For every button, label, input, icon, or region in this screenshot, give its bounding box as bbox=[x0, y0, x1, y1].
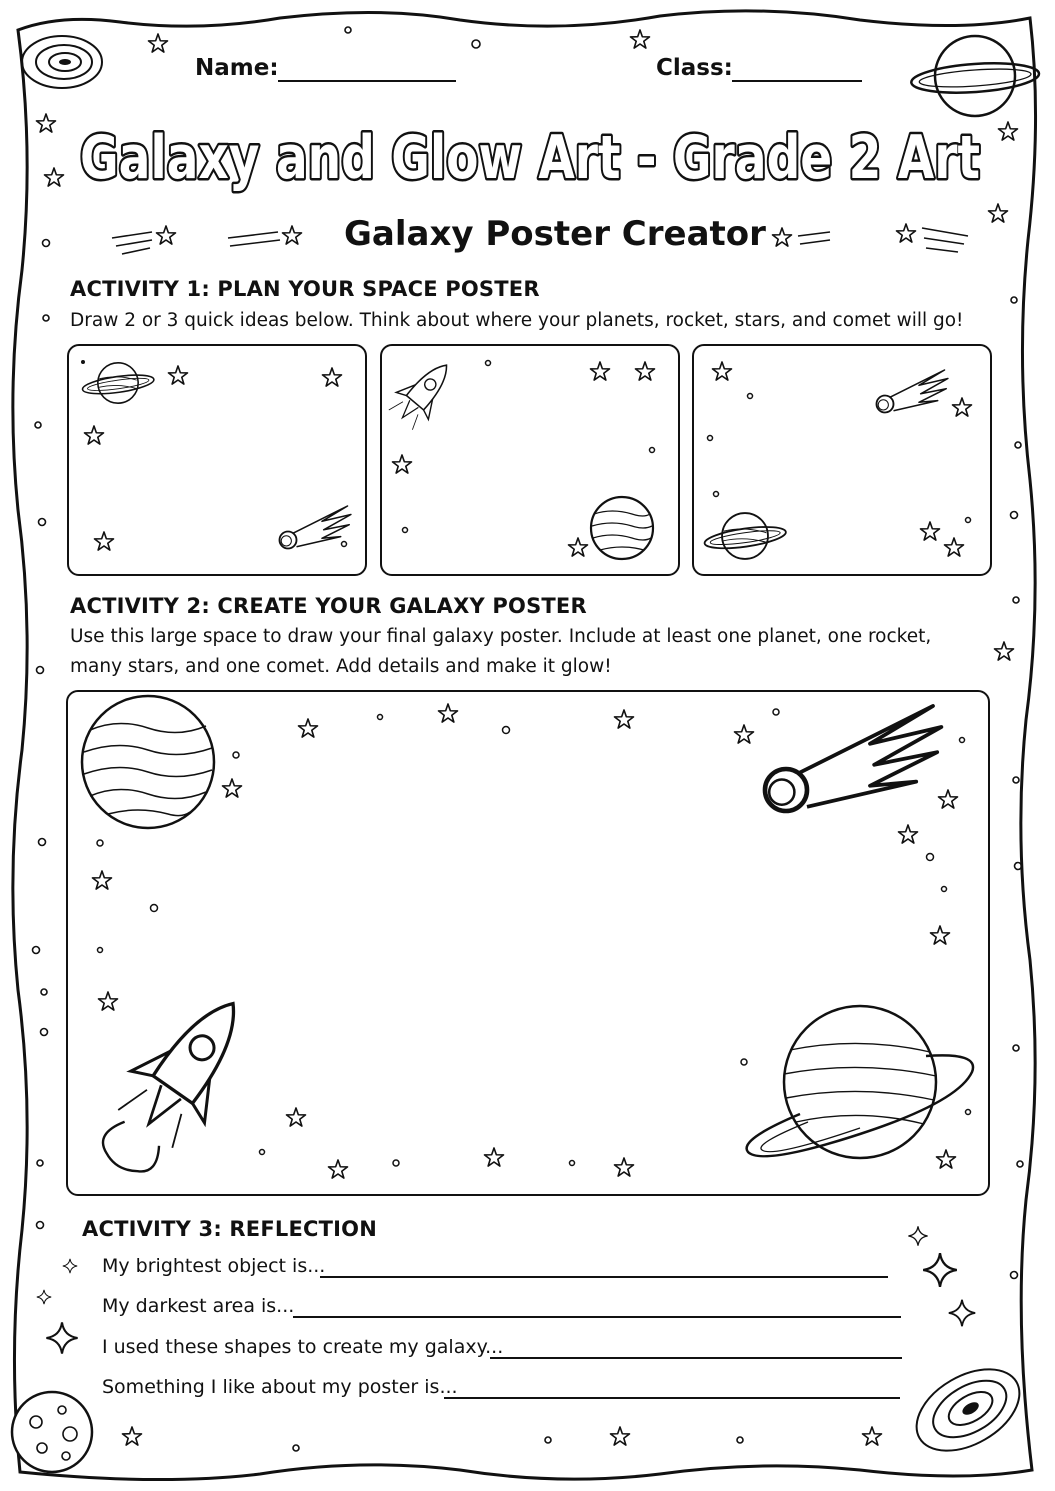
reflection-prompt-4: Something I like about my poster is... bbox=[102, 1376, 458, 1398]
reflection-answer-3[interactable] bbox=[490, 1357, 902, 1359]
ringed-planet-icon bbox=[910, 36, 1040, 116]
sketch-box-2[interactable] bbox=[380, 344, 680, 576]
activity1-heading: ACTIVITY 1: PLAN YOUR SPACE POSTER bbox=[70, 277, 540, 301]
activity1-instructions: Draw 2 or 3 quick ideas below. Think about where your planets, rocket, stars, and comet will go! bbox=[70, 310, 964, 331]
reflection-answer-4[interactable] bbox=[444, 1397, 900, 1399]
class-label: Class: bbox=[656, 55, 733, 81]
activity2-instructions-line1: Use this large space to draw your final galaxy poster. Include at least one planet, one rocket, bbox=[70, 626, 932, 647]
sketch-box-1[interactable] bbox=[67, 344, 367, 576]
spiral-galaxy-icon-bottom bbox=[903, 1353, 1034, 1468]
name-field[interactable] bbox=[278, 80, 456, 82]
svg-text:Galaxy and Glow Art - Grade 2: Galaxy and Glow Art - Grade 2 Art bbox=[80, 123, 980, 193]
name-label: Name: bbox=[195, 55, 279, 81]
activity3-heading: ACTIVITY 3: REFLECTION bbox=[82, 1217, 377, 1241]
reflection-answer-1[interactable] bbox=[320, 1276, 888, 1278]
sketch-box-3[interactable] bbox=[692, 344, 992, 576]
moon-icon bbox=[12, 1392, 92, 1472]
page-subtitle: Galaxy Poster Creator bbox=[344, 214, 766, 254]
galaxy-poster-drawing-area[interactable] bbox=[66, 690, 990, 1196]
reflection-prompt-1: My brightest object is... bbox=[102, 1255, 326, 1277]
activity2-heading: ACTIVITY 2: CREATE YOUR GALAXY POSTER bbox=[70, 594, 587, 618]
spiral-galaxy-icon bbox=[22, 36, 102, 88]
activity2-instructions-line2: many stars, and one comet. Add details and make it glow! bbox=[70, 656, 612, 677]
class-field[interactable] bbox=[732, 80, 862, 82]
reflection-answer-2[interactable] bbox=[293, 1316, 901, 1318]
reflection-prompt-2: My darkest area is... bbox=[102, 1295, 295, 1317]
page-title bbox=[60, 108, 1000, 200]
sparkle-icon bbox=[37, 1226, 975, 1353]
reflection-prompt-3: I used these shapes to create my galaxy... bbox=[102, 1336, 504, 1358]
